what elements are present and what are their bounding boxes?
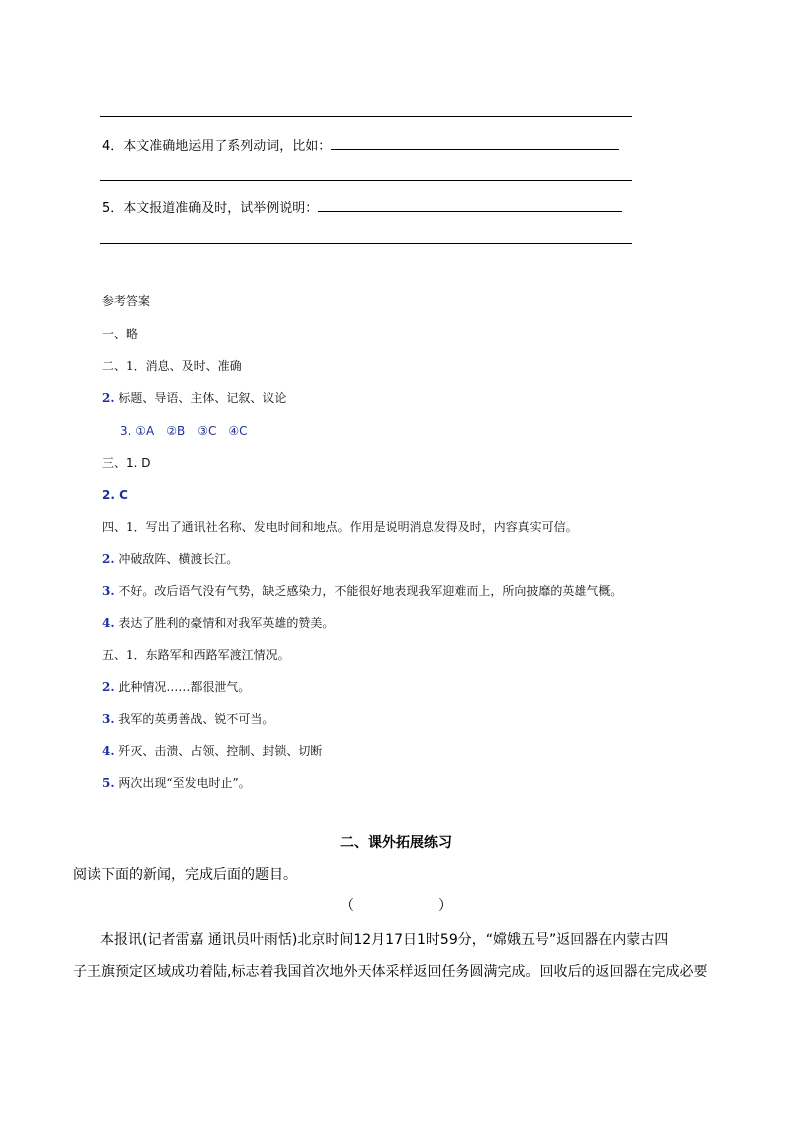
answer-text: 不好。改后语气没有气势，缺乏感染力，不能很好地表现我军迎难而上，所向披靡的英雄气概。 (114, 584, 623, 598)
answer-two-1: 二、1．消息、及时、准确 (102, 359, 242, 373)
news-paragraph-line-2: 子王旗预定区域成功着陆,标志着我国首次地外天体采样返回任务圆满完成。回收后的返回器在完成必要 (73, 964, 708, 980)
answer-text: 此种情况……都很泄气。 (114, 680, 251, 694)
answer-blank[interactable] (331, 137, 619, 150)
headline-blank[interactable]: （ ） (340, 898, 452, 914)
answer-blank[interactable] (318, 199, 622, 212)
item-number: 4. (102, 616, 115, 630)
answer-text: 表达了胜利的豪情和对我军英雄的赞美。 (114, 616, 335, 630)
answer-line[interactable] (100, 116, 632, 117)
item-number: 2. (102, 552, 115, 566)
item-number: 5. (102, 776, 115, 790)
question-4-text: 4．本文准确地运用了系列动词，比如： (102, 139, 332, 154)
answer-line[interactable] (100, 180, 632, 181)
question-4 (102, 137, 619, 155)
answer-two-2 (102, 390, 286, 406)
answer-four-4 (102, 615, 334, 631)
answer-text: 冲破敌阵、横渡长江。 (114, 552, 239, 566)
answers-title: 参考答案 (102, 294, 151, 308)
question-5 (102, 199, 622, 217)
instruction-text: 阅读下面的新闻，完成后面的题目。 (73, 867, 297, 883)
item-number: 2. (102, 680, 115, 694)
answer-text: 歼灭、击溃、占领、控制、封锁、切断 (114, 744, 323, 758)
question-5-text: 5．本文报道准确及时，试举例说明： (102, 201, 319, 216)
answer-three-2: 2. C (102, 488, 128, 502)
answer-line[interactable] (100, 243, 632, 244)
answer-four-2 (102, 551, 238, 567)
answer-five-1: 五、1．东路军和西路军渡江情况。 (102, 648, 290, 662)
answer-two-3: 3. ①A ②B ③C ④C (120, 424, 248, 438)
answer-text: 标题、导语、主体、记叙、议论 (114, 391, 287, 405)
answer-three-1: 三、1. D (102, 456, 151, 470)
answer-five-2 (102, 679, 250, 695)
item-number: 3. (102, 584, 115, 598)
section-title: 二、课外拓展练习 (340, 835, 452, 851)
item-number: 4. (102, 744, 115, 758)
answer-four-3 (102, 583, 622, 599)
answer-text: 我军的英勇善战、锐不可当。 (114, 712, 275, 726)
answer-four-1: 四、1．写出了通讯社名称、发电时间和地点。作用是说明消息发得及时，内容真实可信。 (102, 520, 578, 534)
answer-five-3 (102, 711, 274, 727)
answer-text: 两次出现“至发电时止”。 (114, 776, 251, 790)
answer-five-5 (102, 775, 251, 791)
item-number: 2. (102, 391, 115, 405)
news-paragraph-line-1: 本报讯(记者雷嘉 通讯员叶雨恬)北京时间12月17日1时59分，“嫦娥五号”返回器在内蒙古四 (100, 932, 669, 948)
answer-five-4 (102, 743, 322, 759)
item-number: 3. (102, 712, 115, 726)
answer-one: 一、略 (102, 327, 139, 341)
